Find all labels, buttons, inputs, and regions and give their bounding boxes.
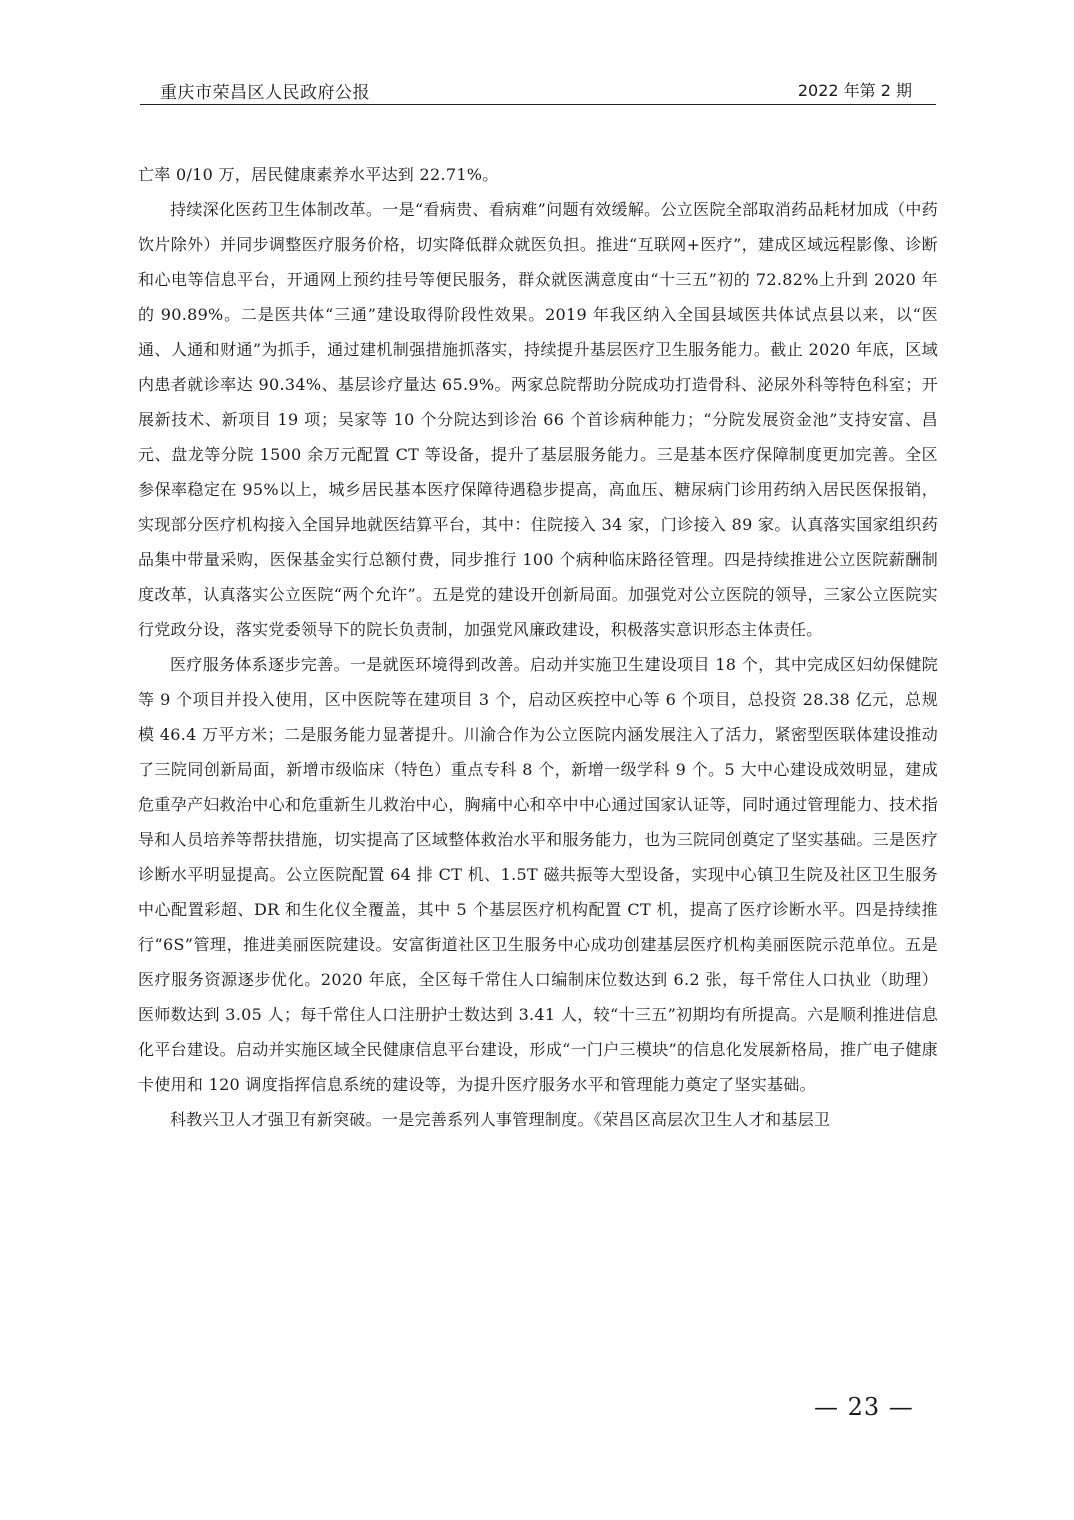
page-header [140,78,936,105]
issue-label: 2022 年第 2 期 [797,81,912,100]
paragraph-talent: 科教兴卫人才强卫有新突破。一是完善系列人事管理制度。《荣昌区高层次卫生人才和基层卫 [170,1110,831,1129]
paragraph-service-system: 医疗服务体系逐步完善。一是就医环境得到改善。启动并实施卫生建设项目 18 个，其中完成区妇幼保健院等 9 个项目并投入使用，区中医院等在建项目 3 个，启动区疾控中心等 6 个项目，总投资 28.38 亿元，总规模 46.4 万平方米；二是服务能力显著提升。川渝合作为公立医院内涵发展注入了活力，紧密型医联体建设推动了三院同创新局面，新增市级临床（特色）重点专科 8 个，新增一级学科 9 个。5 大中心建设成效明显，建成危重孕产妇救治中心和危重新生儿救治中心，胸痛中心和卒中中心通过国家认证等，同时通过管理能力、技术指导和人员培养等帮扶措施，切实提高了区域整体救治水平和服务能力，也为三院同创奠定了坚实基础。三是医疗诊断水平明显提高。公立医院配置 64 排 CT 机、1.5T 磁共振等大型设备，实现中心镇卫生院及社区卫生服务中心配置彩超、DR 和生化仪全覆盖，其中 5 个基层医疗机构配置 CT 机，提高了医疗诊断水平。四是持续推行“6S”管理，推进美丽医院建设。安富街道社区卫生服务中心成功创建基层医疗机构美丽医院示范单位。五是医疗服务资源逐步优化。2020 年底，全区每千常住人口编制床位数达到 6.2 张，每千常住人口执业（助理）医师数达到 3.05 人；每千常住人口注册护士数达到 3.41 人，较“十三五”初期均有所提高。六是顺利推进信息化平台建设。启动并实施区域全民健康信息平台建设，形成“一门户三模块”的信息化发展新格局，推广电子健康卡使用和 120 调度指挥信息系统的建设等，为提升医疗服务水平和管理能力奠定了坚实基础。 [138,655,938,1094]
article-body [138,157,938,1137]
publication-title: 重庆市荣昌区人民政府公报 [160,83,370,103]
paragraph-medical-reform: 持续深化医药卫生体制改革。一是“看病贵、看病难”问题有效缓解。公立医院全部取消药品耗材加成（中药饮片除外）并同步调整医疗服务价格，切实降低群众就医负担。推进“互联网+医疗”，建成区域远程影像、诊断和心电等信息平台，开通网上预约挂号等便民服务，群众就医满意度由“十三五”初的 72.82%上升到 2020 年的 90.89%。二是医共体“三通”建设取得阶段性效果。2019 年我区纳入全国县域医共体试点县以来，以“医通、人通和财通”为抓手，通过建机制强措施抓落实，持续提升基层医疗卫生服务能力。截止 2020 年底，区域内患者就诊率达 90.34%、基层诊疗量达 65.9%。两家总院帮助分院成功打造骨科、泌尿外科等特色科室；开展新技术、新项目 19 项；吴家等 10 个分院达到诊治 66 个首诊病种能力；“分院发展资金池”支持安富、昌元、盘龙等分院 1500 余万元配置 CT 等设备，提升了基层服务能力。三是基本医疗保障制度更加完善。全区参保率稳定在 95%以上，城乡居民基本医疗保障待遇稳步提高，高血压、糖尿病门诊用药纳入居民医保报销，实现部分医疗机构接入全国异地就医结算平台，其中：住院接入 34 家，门诊接入 89 家。认真落实国家组织药品集中带量采购，医保基金实行总额付费，同步推行 100 个病种临床路径管理。四是持续推进公立医院薪酬制度改革，认真落实公立医院“两个允许”。五是党的建设开创新局面。加强党对公立医院的领导，三家公立医院实行党政分设，落实党委领导下的院长负责制，加强党风廉政建设，积极落实意识形态主体责任。 [138,200,938,639]
paragraph-continued: 亡率 0/10 万，居民健康素养水平达到 22.71%。 [138,165,499,184]
page-number: — 23 — [814,1393,914,1421]
